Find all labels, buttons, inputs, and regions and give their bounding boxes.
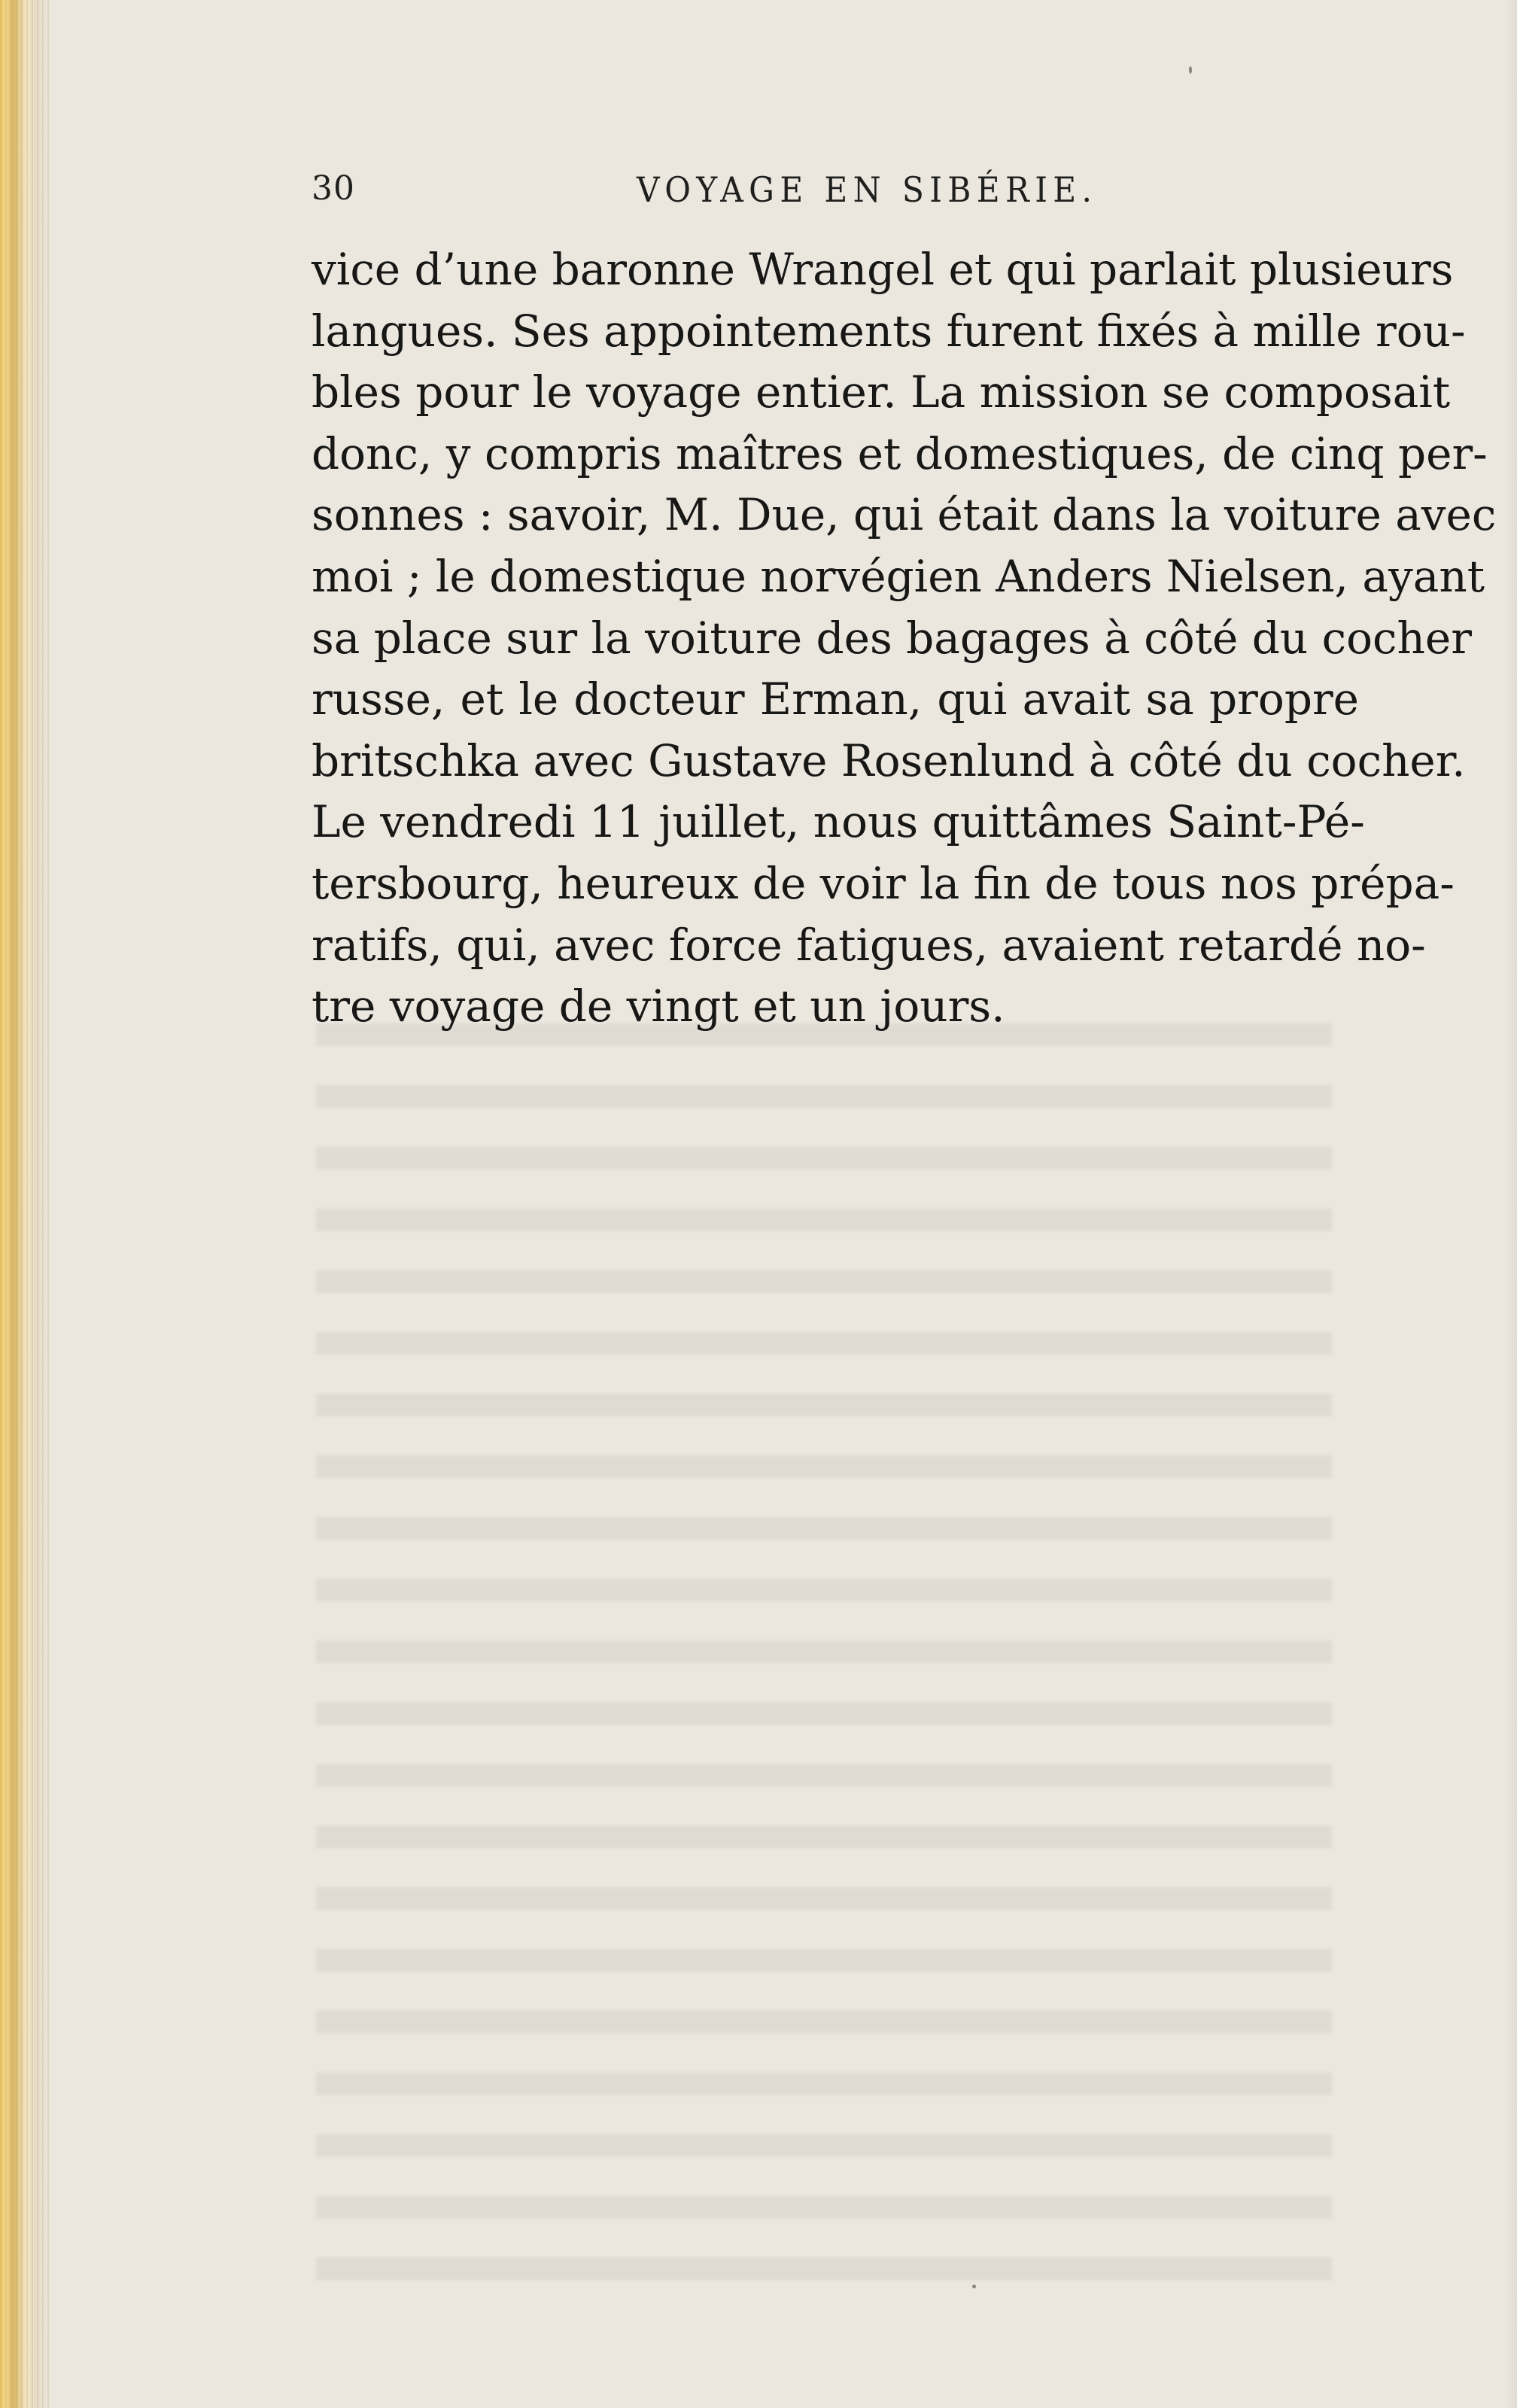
text-line: donc, y compris maîtres et domestiques, de cinq per-	[312, 427, 1488, 479]
main-text-block	[312, 239, 1497, 1038]
running-title: VOYAGE EN SIBÉRIE.	[637, 169, 1098, 210]
paper-speck	[1189, 66, 1192, 74]
text-line: tersbourg, heureux de voir la fin de tous nos prépa-	[312, 857, 1455, 909]
page-header	[312, 169, 1359, 222]
text-line: bles pour le voyage entier. La mission se composait	[312, 366, 1451, 418]
text-line: langues. Ses appointements furent fixés à mille rou-	[312, 305, 1466, 357]
text-line: ratifs, qui, avec force fatigues, avaient retardé no-	[312, 919, 1426, 971]
paper-speck	[972, 2285, 976, 2288]
text-line: sa place sur la voiture des bagages à côté du cocher	[312, 612, 1472, 664]
text-line: vice d’une baronne Wrangel et qui parlait plusieurs	[312, 244, 1454, 295]
text-line: moi ; le domestique norvégien Anders Nielsen, ayant	[312, 550, 1485, 602]
page-number: 30	[312, 169, 355, 208]
text-line: britschka avec Gustave Rosenlund à côté du cocher.	[312, 734, 1466, 786]
text-line: Le vendredi 11 juillet, nous quittâmes Saint-Pé-	[312, 796, 1365, 848]
show-through-text	[316, 1023, 1332, 2318]
text-line: tre voyage de vingt et un jours.	[312, 981, 1005, 1032]
text-line: sonnes : savoir, M. Due, qui était dans la voiture avec	[312, 489, 1497, 541]
text-line: russe, et le docteur Erman, qui avait sa propre	[312, 673, 1359, 725]
